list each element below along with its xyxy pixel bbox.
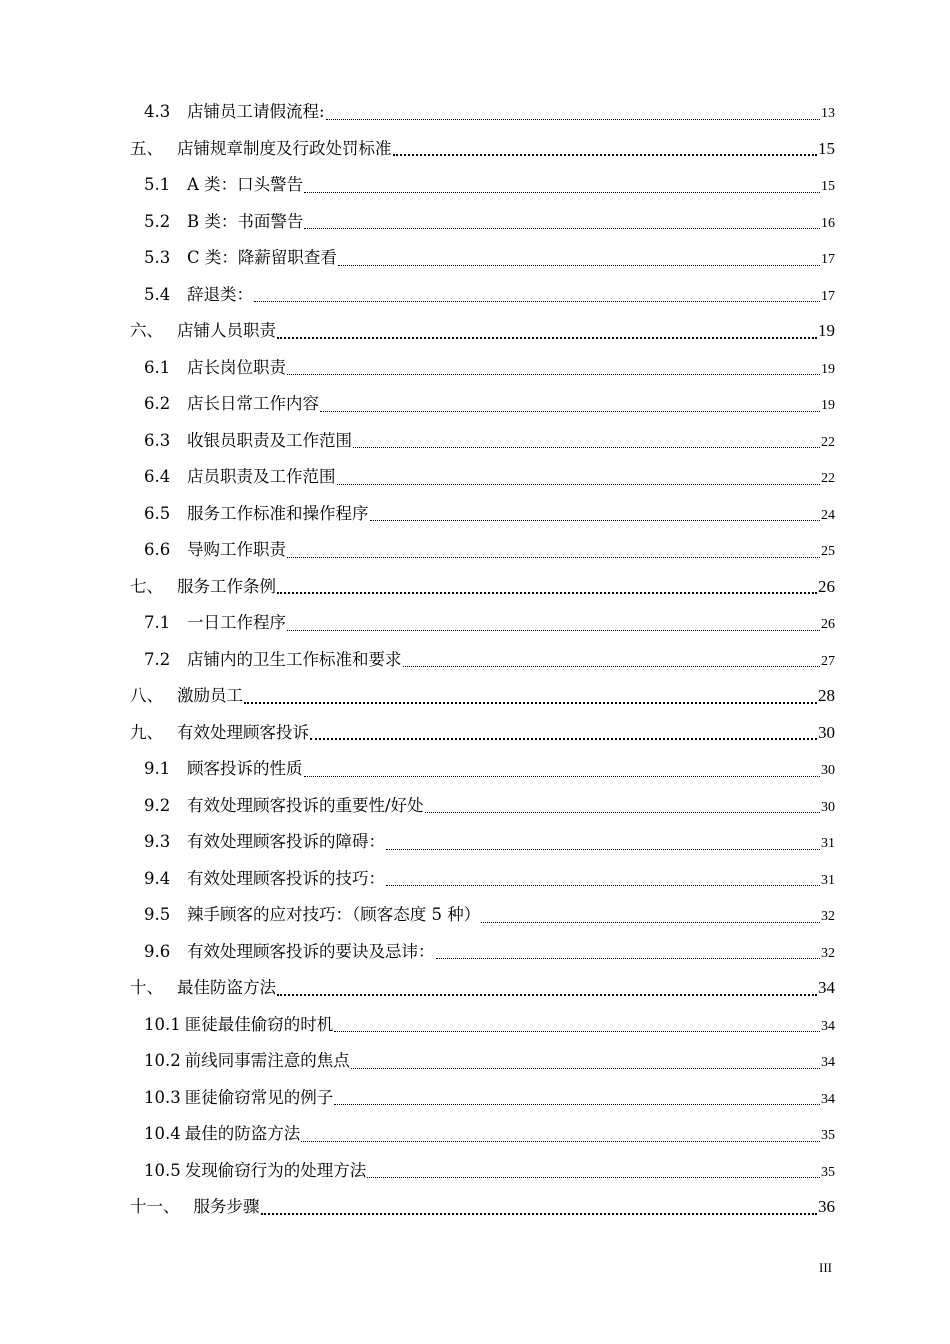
table-of-contents <box>130 94 835 1226</box>
toc-entry-number: 9.1 <box>144 759 171 778</box>
toc-entry[interactable] <box>130 751 835 788</box>
toc-entry-page: 13 <box>821 106 835 121</box>
toc-dot-leader <box>334 1030 820 1032</box>
toc-dot-leader <box>304 775 821 777</box>
toc-dot-leader <box>320 410 820 412</box>
toc-entry[interactable] <box>130 970 835 1007</box>
toc-entry[interactable] <box>130 1189 835 1226</box>
toc-dot-leader <box>403 665 821 667</box>
toc-entry-number: 6.3 <box>144 430 171 450</box>
toc-entry-page: 30 <box>821 763 835 778</box>
toc-entry-title: 有效处理顾客投诉的障碍： <box>187 832 385 851</box>
toc-dot-leader <box>287 373 820 375</box>
toc-entry-page: 15 <box>818 138 835 158</box>
toc-entry-page: 31 <box>821 872 835 888</box>
toc-dot-leader <box>261 1212 818 1215</box>
toc-entry-title: 店铺员工请假流程: <box>187 102 325 121</box>
toc-entry-title: 店铺规章制度及行政处罚标准 <box>177 138 392 158</box>
toc-entry[interactable] <box>130 897 835 934</box>
toc-entry-title: 发现偷窃行为的处理方法 <box>184 1160 367 1180</box>
toc-entry[interactable] <box>130 678 835 715</box>
toc-entry[interactable] <box>130 715 835 752</box>
toc-entry[interactable] <box>130 605 835 642</box>
toc-entry[interactable] <box>130 131 835 168</box>
toc-entry-title: 店铺内的卫生工作标准和要求 <box>187 649 402 669</box>
toc-entry[interactable] <box>130 1153 835 1190</box>
toc-dot-leader <box>386 848 820 850</box>
toc-entry-page: 19 <box>818 321 835 340</box>
toc-entry-number: 9.4 <box>144 868 171 888</box>
toc-entry-title: 服务工作条例 <box>177 576 276 596</box>
toc-entry-title: 有效处理顾客投诉的要诀及忌讳： <box>187 941 435 961</box>
toc-entry[interactable] <box>130 824 835 861</box>
toc-entry-title: B 类：书面警告 <box>187 211 304 231</box>
toc-entry-page: 25 <box>821 544 835 559</box>
toc-entry-number: 6.6 <box>144 540 171 559</box>
toc-entry-page: 35 <box>821 1128 835 1143</box>
toc-entry-number: 6.5 <box>144 503 171 523</box>
toc-entry-number: 八、 <box>130 686 163 705</box>
page-number: III <box>819 1260 832 1275</box>
toc-dot-leader <box>254 300 820 302</box>
toc-entry-page: 26 <box>818 576 835 596</box>
toc-entry-page: 30 <box>818 722 835 742</box>
toc-entry-page: 17 <box>821 252 835 267</box>
toc-dot-leader <box>326 118 820 120</box>
toc-entry-title: 有效处理顾客投诉的技巧： <box>187 868 385 888</box>
toc-dot-leader <box>304 227 820 229</box>
toc-entry-title: 导购工作职责 <box>187 540 286 559</box>
toc-entry[interactable] <box>130 94 835 131</box>
toc-dot-leader <box>436 957 821 959</box>
toc-dot-leader <box>287 556 820 558</box>
toc-dot-leader <box>353 446 820 448</box>
toc-entry[interactable] <box>130 788 835 825</box>
toc-entry-page: 17 <box>821 288 835 304</box>
toc-dot-leader <box>481 921 820 923</box>
toc-entry-page: 35 <box>821 1164 835 1180</box>
toc-dot-leader <box>244 701 817 704</box>
toc-entry-number: 5.1 <box>144 175 171 194</box>
toc-entry-number: 4.3 <box>144 102 171 121</box>
toc-entry[interactable] <box>130 496 835 533</box>
toc-entry-title: 有效处理顾客投诉 <box>177 722 309 742</box>
toc-entry-number: 10.3 <box>144 1087 181 1107</box>
toc-entry-number: 9.5 <box>144 905 171 924</box>
toc-entry-title: 辞退类： <box>187 284 253 304</box>
toc-dot-leader <box>310 737 817 740</box>
toc-entry-title: 激励员工 <box>177 686 243 705</box>
toc-entry-title: 服务工作标准和操作程序 <box>187 503 369 523</box>
toc-entry-page: 26 <box>821 617 835 632</box>
toc-entry-title: 一日工作程序 <box>187 613 286 632</box>
toc-dot-leader <box>301 1140 820 1142</box>
toc-dot-leader <box>338 264 820 266</box>
toc-entry-title: 店长日常工作内容 <box>187 394 319 413</box>
toc-entry-number: 9.3 <box>144 832 171 851</box>
toc-entry-page: 24 <box>821 507 835 523</box>
toc-entry-number: 6.4 <box>144 467 171 486</box>
toc-entry-title: 前线同事需注意的焦点 <box>184 1051 350 1070</box>
toc-entry-number: 7.2 <box>144 649 171 669</box>
toc-entry-number: 五、 <box>130 138 163 158</box>
toc-entry-number: 十一、 <box>130 1197 180 1216</box>
toc-entry-title: 店铺人员职责 <box>177 321 276 340</box>
toc-entry[interactable] <box>130 277 835 314</box>
toc-entry-page: 34 <box>818 978 835 997</box>
toc-entry-number: 6.2 <box>144 394 171 413</box>
toc-dot-leader <box>337 483 821 485</box>
toc-dot-leader <box>393 153 818 156</box>
toc-dot-leader <box>304 191 820 193</box>
toc-entry[interactable] <box>130 1116 835 1153</box>
toc-entry[interactable] <box>130 642 835 679</box>
toc-entry[interactable] <box>130 204 835 241</box>
toc-entry[interactable] <box>130 532 835 569</box>
toc-dot-leader <box>334 1103 820 1105</box>
toc-dot-leader <box>277 336 817 339</box>
toc-entry[interactable] <box>130 240 835 277</box>
toc-entry-title: 店员职责及工作范围 <box>187 467 336 486</box>
toc-entry-number: 六、 <box>130 321 163 340</box>
toc-entry[interactable] <box>130 350 835 387</box>
toc-entry[interactable] <box>130 569 835 606</box>
toc-entry-number: 5.3 <box>144 248 171 267</box>
toc-entry-number: 5.2 <box>144 211 171 231</box>
toc-entry-title: 服务步骤 <box>193 1197 260 1216</box>
toc-entry-number: 10.1 <box>144 1014 181 1034</box>
toc-entry-page: 22 <box>821 471 835 486</box>
toc-entry-title: 匪徒偷窃常见的例子 <box>184 1087 334 1107</box>
toc-entry-title: C 类：降薪留职查看 <box>187 248 337 267</box>
toc-entry-title: A 类：口头警告 <box>187 175 304 194</box>
toc-dot-leader <box>425 811 820 813</box>
toc-dot-leader <box>287 629 820 631</box>
toc-entry[interactable] <box>130 861 835 898</box>
toc-entry[interactable] <box>130 313 835 350</box>
toc-entry-number: 9.6 <box>144 941 171 961</box>
toc-entry-title: 有效处理顾客投诉的重要性/好处 <box>187 795 424 815</box>
toc-entry-page: 34 <box>821 1091 835 1107</box>
toc-entry[interactable] <box>130 167 835 204</box>
toc-entry-title: 店长岗位职责 <box>187 357 286 377</box>
toc-dot-leader <box>277 993 817 996</box>
toc-entry-page: 19 <box>821 361 835 377</box>
toc-entry-number: 十、 <box>130 978 163 997</box>
toc-entry-title: 辣手顾客的应对技巧：（顾客态度 5 种） <box>187 905 481 924</box>
toc-entry-page: 34 <box>821 1018 835 1034</box>
toc-dot-leader <box>277 591 817 594</box>
toc-entry-title: 顾客投诉的性质 <box>187 759 303 778</box>
toc-entry-page: 32 <box>821 909 835 924</box>
toc-entry-title: 收银员职责及工作范围 <box>187 430 352 450</box>
toc-entry-number: 10.2 <box>144 1051 181 1070</box>
toc-entry-page: 19 <box>821 398 835 413</box>
toc-entry[interactable] <box>130 1080 835 1117</box>
toc-dot-leader <box>367 1176 820 1178</box>
toc-entry[interactable] <box>130 459 835 496</box>
toc-entry-page: 15 <box>821 179 835 194</box>
toc-entry-page: 16 <box>821 215 835 231</box>
toc-entry-page: 30 <box>821 799 835 815</box>
toc-entry-page: 32 <box>821 945 835 961</box>
toc-entry-title: 最佳防盗方法 <box>177 978 276 997</box>
toc-entry[interactable] <box>130 1043 835 1080</box>
toc-dot-leader <box>351 1067 820 1069</box>
toc-entry[interactable] <box>130 1007 835 1044</box>
toc-entry-number: 10.4 <box>144 1124 181 1143</box>
toc-entry-number: 7.1 <box>144 613 171 632</box>
toc-entry-page: 28 <box>818 686 835 705</box>
toc-entry-page: 27 <box>821 653 835 669</box>
toc-entry-page: 22 <box>821 434 835 450</box>
toc-entry-number: 10.5 <box>144 1160 181 1180</box>
toc-entry[interactable] <box>130 934 835 971</box>
toc-entry-number: 九、 <box>130 722 163 742</box>
toc-entry-page: 36 <box>818 1197 835 1216</box>
toc-entry-number: 9.2 <box>144 795 171 815</box>
toc-entry[interactable] <box>130 386 835 423</box>
toc-dot-leader <box>386 884 820 886</box>
toc-entry-page: 31 <box>821 836 835 851</box>
toc-entry-number: 5.4 <box>144 284 171 304</box>
toc-entry-page: 34 <box>821 1055 835 1070</box>
toc-dot-leader <box>370 519 821 521</box>
toc-entry[interactable] <box>130 423 835 460</box>
toc-entry-title: 最佳的防盗方法 <box>184 1124 301 1143</box>
toc-entry-number: 6.1 <box>144 357 171 377</box>
toc-entry-number: 七、 <box>130 576 163 596</box>
toc-entry-title: 匪徒最佳偷窃的时机 <box>184 1014 334 1034</box>
